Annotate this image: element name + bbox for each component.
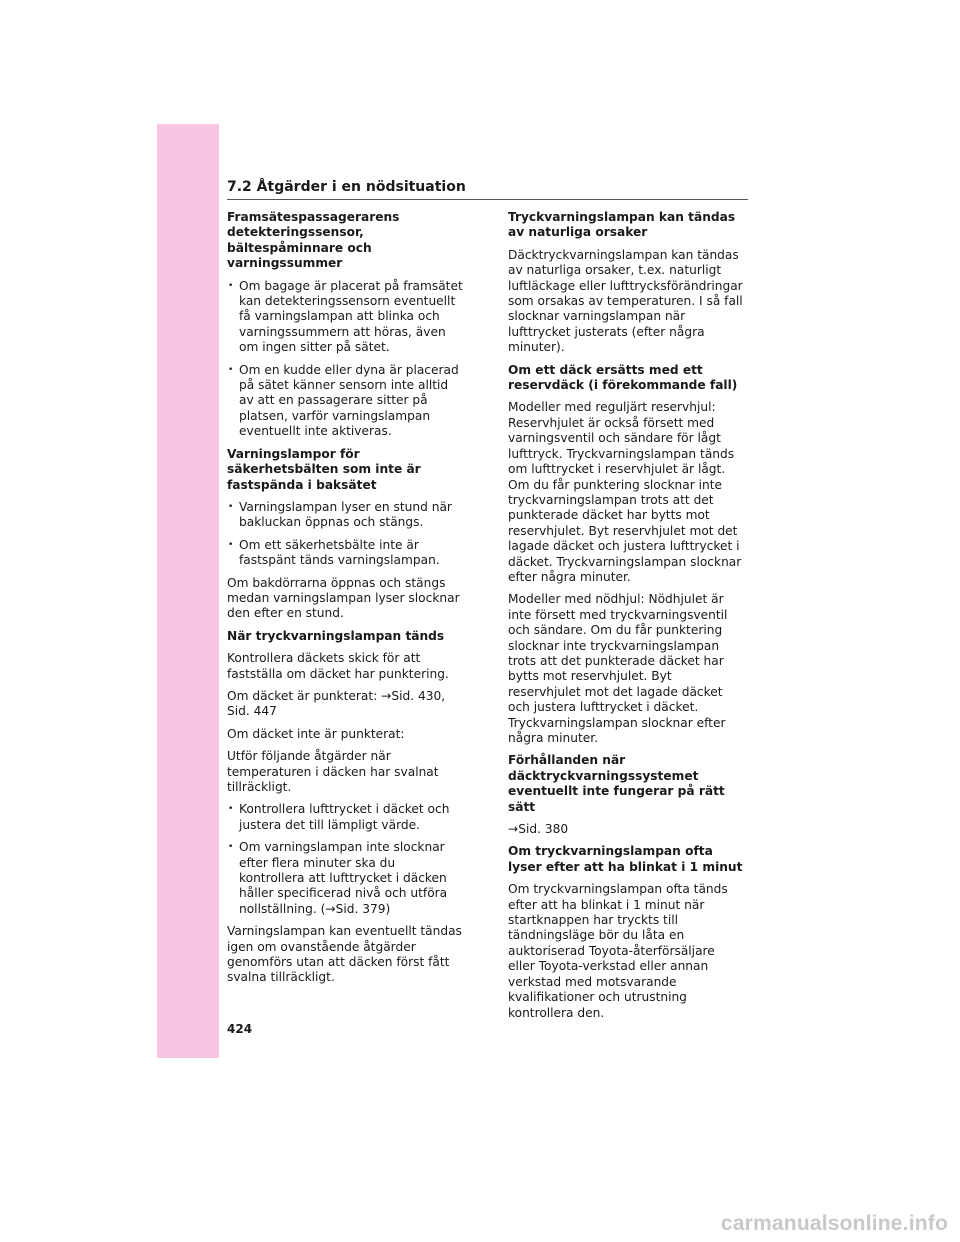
heading-rear-seatbelt-warning: Varningslampor för säkerhetsbälten som inte är fastspända i baksätet	[227, 446, 421, 492]
watermark: carmanualsonline.info	[720, 1212, 948, 1235]
section-divider	[227, 199, 748, 200]
heading-passenger-sensor: Framsätespassagerarens detekteringssensor, bältespåminnare och varningssummer	[227, 210, 400, 271]
paragraph-page-reference: Om däcket är punkterat: →Sid. 430, Sid. 447	[227, 688, 446, 719]
right-column	[508, 210, 744, 1028]
paragraph: Om bakdörrarna öppnas och stängs medan varningslampan lyser slocknar den efter en stund.	[227, 575, 460, 621]
bullet-list-passenger-sensor	[227, 279, 463, 440]
paragraph: Varningslampan kan eventuellt tändas igen om ovanstående åtgärder genomförs utan att däcken först fått svalna tillräckligt.	[227, 924, 462, 985]
heading-system-conditions: Förhållanden när däcktryckvarningssystemet eventuellt inte fungerar på rätt sätt	[508, 753, 725, 814]
paragraph: Utför följande åtgärder när temperaturen i däcken har svalnat tillräckligt.	[227, 749, 439, 794]
list-item: • Kontrollera lufttrycket i däcket och justera det till lämpligt värde.	[227, 802, 463, 833]
heading-pressure-warning-lit: När tryckvarningslampan tänds	[227, 628, 445, 643]
heading-frequent-warning: Om tryckvarningslampan ofta lyser efter att ha blinkat i 1 minut	[508, 844, 743, 874]
page-number: 424	[227, 1022, 253, 1036]
left-column	[227, 210, 463, 993]
bullet-list-rear-seatbelt	[227, 500, 463, 569]
paragraph: Modeller med nödhjul: Nödhjulet är inte försett med tryckvarningsventil och sändare. Om du får punktering slocknar inte tryckvarningslampan trots att det punkterade däcket har bytts mot reservhjulet. Byt reservhjulet mot det lagade däcket och justera lufttrycket i däcket. Tryckvarningslampan slocknar efter några minuter.	[508, 592, 728, 745]
paragraph: Modeller med reguljärt reservhjul: Reservhjulet är också försett med varningsventil och sändare för lågt lufttryck. Tryckvarningslampan tänds om lufttrycket i reservhjulet är lågt. Om du får punktering slocknar inte tryckvarningslampan trots att det punkterade däcket har bytts mot reservhjulet. Byt reservhjulet mot det lagade däcket och justera lufttrycket i däcket. Tryckvarningslampan slocknar efter några minuter.	[508, 400, 742, 584]
list-item: • Om en kudde eller dyna är placerad på sätet känner sensorn inte alltid av att en passagerare sitter på platsen, varför varningslampan eventuellt inte aktiveras.	[227, 363, 463, 440]
heading-spare-tire: Om ett däck ersätts med ett reservdäck (i förekommande fall)	[508, 362, 738, 393]
list-item: • Om ett säkerhetsbälte inte är fastspänt tänds varningslampan.	[227, 538, 463, 569]
paragraph: Däcktryckvarningslampan kan tändas av naturliga orsaker, t.ex. naturligt luftläckage eller lufttrycksförändringar som orsakas av temperaturen. I så fall slocknar varningslampan när lufttrycket justerats (efter några minuter).	[508, 247, 743, 355]
list-item: • Om varningslampan inte slocknar efter flera minuter ska du kontrollera att lufttrycket i däcken håller specificerad nivå och utföra nollställning. (→Sid. 379)	[227, 840, 463, 917]
paragraph: Om tryckvarningslampan ofta tänds efter att ha blinkat i 1 minut när startknappen har tryckts till tändningsläge bör du låta en auktoriserad Toyota-återförsäljare eller Toyota-verkstad eller annan verkstad med motsvarande kvalifikationer och utrustning kontrollera den.	[508, 882, 728, 1020]
list-item: • Varningslampan lyser en stund när bakluckan öppnas och stängs.	[227, 500, 463, 531]
chapter-tab-sidebar	[157, 124, 219, 1058]
paragraph: Kontrollera däckets skick för att fastställa om däcket har punktering.	[227, 651, 449, 681]
section-title: 7.2 Åtgärder i en nödsituation	[227, 179, 466, 195]
heading-natural-causes: Tryckvarningslampan kan tändas av naturliga orsaker	[508, 210, 736, 240]
paragraph-page-reference: →Sid. 380	[508, 822, 569, 837]
paragraph: Om däcket inte är punkterat:	[227, 726, 405, 741]
list-item: • Om bagage är placerat på framsätet kan detekteringssensorn eventuellt få varningslampan att blinka och varningssummern att höras, även om ingen sitter på sätet.	[227, 279, 463, 356]
bullet-list-actions	[227, 802, 463, 917]
